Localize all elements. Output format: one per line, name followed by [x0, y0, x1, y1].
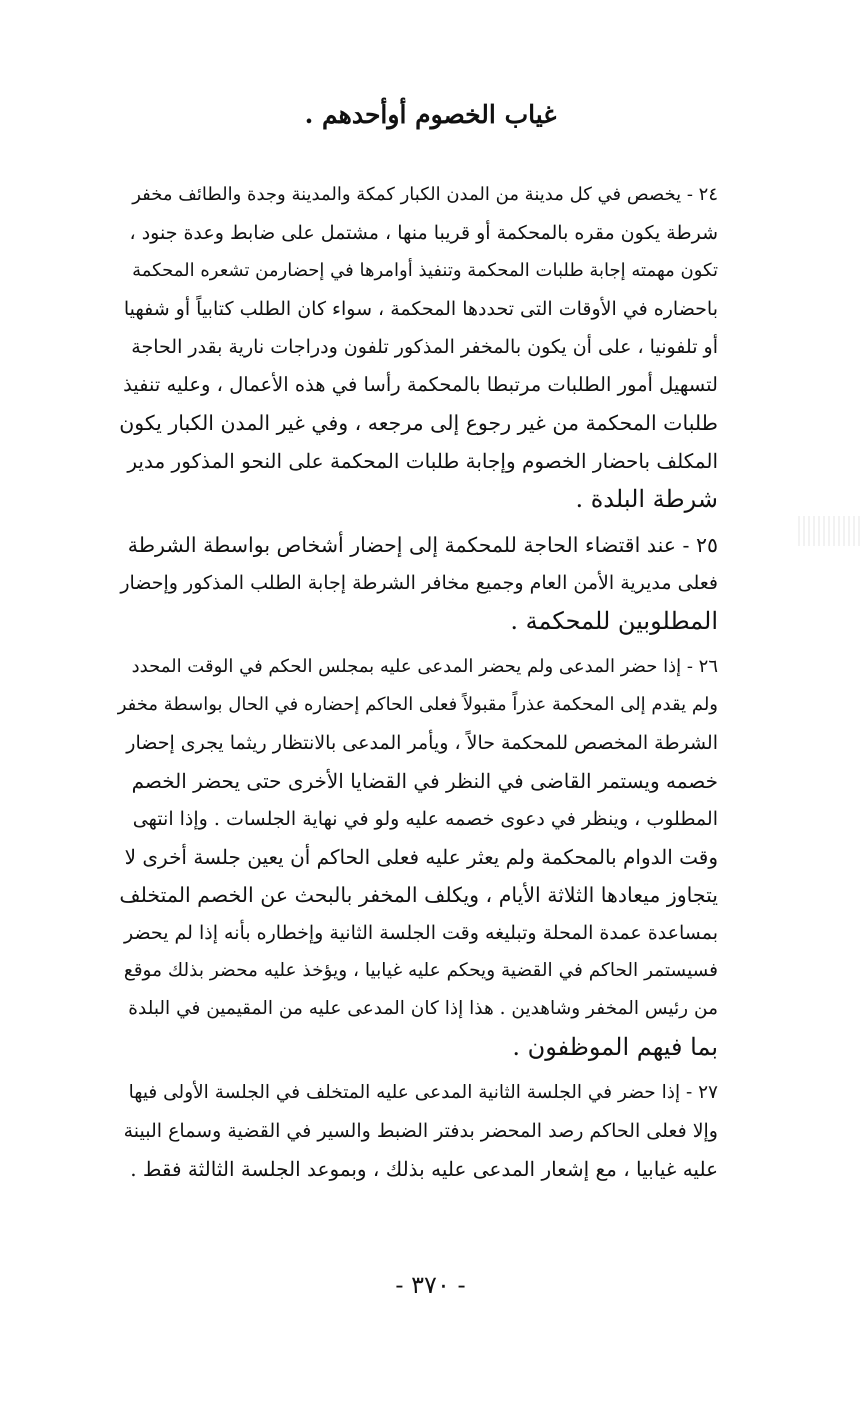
text-line: شرطة يكون مقره بالمحكمة أو قريبا منها ، مشتمل على ضابط وعدة جنود ، [129, 222, 718, 244]
text-line: بما فيهم الموظفون . [512, 1033, 718, 1061]
text-line: من رئيس المخفر وشاهدين . هذا إذا كان المدعى عليه من المقيمين في البلدة [128, 998, 718, 1019]
text-line: المكلف باحضار الخصوم وإجابة طلبات المحكمة على النحو المذكور مدير [127, 449, 718, 473]
text-line: عليه غيابيا ، مع إشعار المدعى عليه بذلك ، وبموعد الجلسة الثالثة فقط . [130, 1157, 718, 1181]
paragraph-gap [118, 640, 718, 648]
text-line: خصمه ويستمر القاضى في النظر في القضايا الأخرى حتى يحضر الخصم [131, 769, 718, 793]
text-line: لتسهيل أمور الطلبات مرتبطا بالمحكمة رأسا في هذه الأعمال ، وعليه تنفيذ [123, 373, 718, 396]
paragraph-gap [118, 1066, 718, 1074]
text-line: ولم يقدم إلى المحكمة عذراً مقبولاً فعلى الحاكم إحضاره في الحال بواسطة مخفر [117, 694, 718, 715]
text-line: المطلوبين للمحكمة . [510, 607, 718, 635]
scan-artifact [798, 516, 861, 546]
article-24 [118, 176, 718, 518]
body-text [118, 176, 718, 1188]
running-head: غياب الخصوم أوأحدهم . [304, 100, 557, 129]
text-line: الشرطة المخصص للمحكمة حالاً ، ويأمر المدعى بالانتظار ريثما يجرى إحضار [126, 732, 718, 754]
text-line: المطلوب ، وينظر في دعوى خصمه عليه ولو في نهاية الجلسات . وإذا انتهى [132, 808, 718, 830]
text-line: فعلى مديرية الأمن العام وجميع مخافر الشرطة إجابة الطلب المذكور وإحضار [120, 572, 718, 594]
text-line: ٢٦ - إذا حضر المدعى ولم يحضر المدعى عليه بمجلس الحكم في الوقت المحدد [131, 656, 718, 677]
text-line: أو تلفونيا ، على أن يكون بالمخفر المذكور تلفون ودراجات نارية بقدر الحاجة [131, 336, 718, 358]
text-line: طلبات المحكمة من غير رجوع إلى مرجعه ، وفي غير المدن الكبار يكون [119, 411, 718, 435]
article-25 [118, 526, 718, 640]
page-number: - ٣٧٠ - [395, 1271, 466, 1299]
text-line: تكون مهمته إجابة طلبات المحكمة وتنفيذ أوامرها في إحضارمن تشعره المحكمة [132, 260, 718, 281]
text-line: باحضاره في الأوقات التى تحددها المحكمة ، سواء كان الطلب كتابياً أو شفهيا [123, 298, 718, 320]
text-line: بمساعدة عمدة المحلة وتبليغه وقت الجلسة الثانية وإخطاره بأنه إذا لم يحضر [123, 922, 718, 944]
text-line: فسيستمر الحاكم في القضية ويحكم عليه غيابيا ، ويؤخذ عليه محضر بذلك موقع [123, 960, 718, 981]
text-line: شرطة البلدة . [575, 485, 718, 513]
text-line: ٢٥ - عند اقتضاء الحاجة للمحكمة إلى إحضار أشخاص بواسطة الشرطة [127, 533, 718, 557]
text-line: وإلا فعلى الحاكم رصد المحضر بدفتر الضبط والسير في القضية وسماع البينة [123, 1120, 718, 1142]
article-26 [118, 648, 718, 1066]
text-line: ٢٤ - يخصص في كل مدينة من المدن الكبار كمكة والمدينة وجدة والطائف مخفر [132, 184, 718, 205]
text-line: وقت الدوام بالمحكمة ولم يعثر عليه فعلى الحاكم أن يعين جلسة أخرى لا [124, 845, 718, 869]
paragraph-gap [118, 518, 718, 526]
text-line: يتجاوز ميعادها الثلاثة الأيام ، ويكلف المخفر بالبحث عن الخصم المتخلف [119, 883, 718, 907]
text-line: ٢٧ - إذا حضر في الجلسة الثانية المدعى عليه المتخلف في الجلسة الأولى فيها [128, 1082, 718, 1103]
article-27 [118, 1074, 718, 1188]
